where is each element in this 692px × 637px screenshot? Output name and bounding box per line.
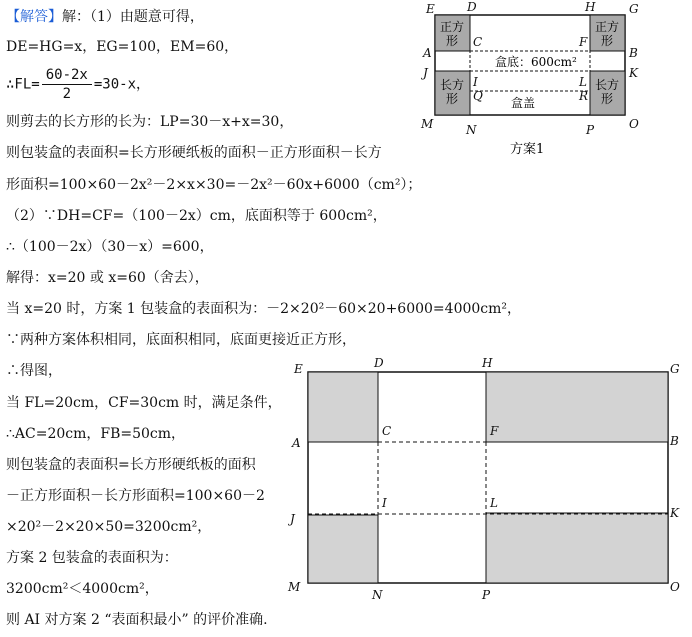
fig2-label-D: D [374,356,384,370]
fig2-label-A: A [292,436,301,450]
fig1-label-L: L [579,75,587,89]
answer-line-6: （2）∵DH=CF=（100－2x）cm，底面积等于 600cm²， [6,208,387,224]
fig1-label-R: R [579,89,589,103]
fig2-label-O: O [670,580,680,594]
fig1-label-I: I [473,75,478,89]
answer-line-5: 形面积=100×60－2x²－2×x×30=－2x²－60x+6000（cm²）； [6,177,422,193]
answer-line-15: －正方形面积－长方形面积=100×60－2 [6,488,265,504]
fig1-label-B: B [629,46,638,60]
fig2-rect-left-bottom [308,515,378,583]
fig1-label-P: P [586,123,595,137]
fig2-label-N: N [372,588,383,602]
fig1-label-M: M [421,117,434,131]
answer-line-3: 则剪去的长方形的长为：LP=30－x+x=30， [6,114,294,130]
answer-tag: 【解答】 [6,9,62,25]
fig1-label-K: K [629,66,638,80]
fraction: $\frac{60-2x}{2}$ [42,66,92,103]
answer-line-19: 则 AI 对方案 2 “表面积最小” 的评价准确. [6,612,268,628]
answer-line-9: 当 x=20 时，方案 1 包装盒的表面积为：－2×20²－60×20+6000=4000cm²， [6,301,522,317]
fig2-label-L: L [490,496,498,510]
fig1-label-J: J [423,66,428,80]
fig2-label-E: E [294,362,303,376]
fig2-square-left [308,372,378,442]
fig1-rect-text-2: 长方形 [595,78,620,106]
answer-line-18: 3200cm²＜4000cm²， [6,581,159,597]
fig1-label-F: F [579,35,588,49]
fig1-label-O: O [629,117,639,131]
figure-scheme-2 [284,355,692,605]
fig2-label-B: B [670,434,679,448]
fig2-label-H: H [482,356,493,370]
answer-line-14: 则包装盒的表面积=长方形硬纸板的面积 [6,457,256,473]
fig1-base-text: 盒底：600cm² [495,55,577,69]
fig1-label-D: D [467,0,477,14]
fig1-label-Q: Q [473,89,483,103]
fig1-square-text-1: 正方形 [440,20,465,48]
fig2-rect-right-top [486,372,668,442]
fig1-label-G: G [629,2,639,16]
fig2-label-K: K [670,506,679,520]
answer-line-16: ×20²－2×20×50=3200cm²， [6,519,212,535]
fig2-label-I: I [382,496,387,510]
fig2-rect-right-bottom [486,513,668,583]
fig2-label-P: P [482,588,491,602]
answer-line-8: 解得：x=20 或 x=60（舍去）， [6,270,209,286]
fig1-label-N: N [466,123,477,137]
answer-line-12: 当 FL=20cm，CF=30cm 时，满足条件， [6,395,282,411]
fig1-label-E: E [426,2,435,16]
fig2-label-G: G [670,362,680,376]
fig1-caption: 方案1 [510,142,545,157]
answer-line-10: ∵两种方案体积相同，底面积相同，底面更接近正方形， [6,332,356,348]
fig1-label-A: A [423,46,432,60]
answer-line-1: 【解答】解：（1）由题意可得， [6,9,204,25]
answer-line-11: ∴得图， [6,363,62,379]
fig2-label-C: C [382,424,392,438]
answer-line-4: 则包装盒的表面积=长方形硬纸板的面积－正方形面积－长方 [6,145,382,161]
fig2-label-J: J [290,512,295,526]
fig1-label-C: C [473,35,483,49]
fig1-lid-text: 盒盖 [511,96,536,110]
figure-scheme-1 [415,0,640,160]
fig2-label-F: F [490,424,499,438]
fig1-rect-text-1: 长方形 [440,78,465,106]
answer-line-2: DE=HG=x，EG=100，EM=60， [6,39,239,55]
fig1-square-text-2: 正方形 [595,20,620,48]
answer-line-7: ∴（100－2x）（30－x）=600， [6,239,214,255]
answer-line-17: 方案 2 包装盒的表面积为： [6,550,178,566]
fig2-label-M: M [288,580,301,594]
answer-line-13: ∴AC=20cm，FB=50cm， [6,426,186,442]
fig1-label-H: H [585,0,596,14]
fl-formula: ∴FL= $\frac{60-2x}{2}$ =30-x， [6,67,151,102]
